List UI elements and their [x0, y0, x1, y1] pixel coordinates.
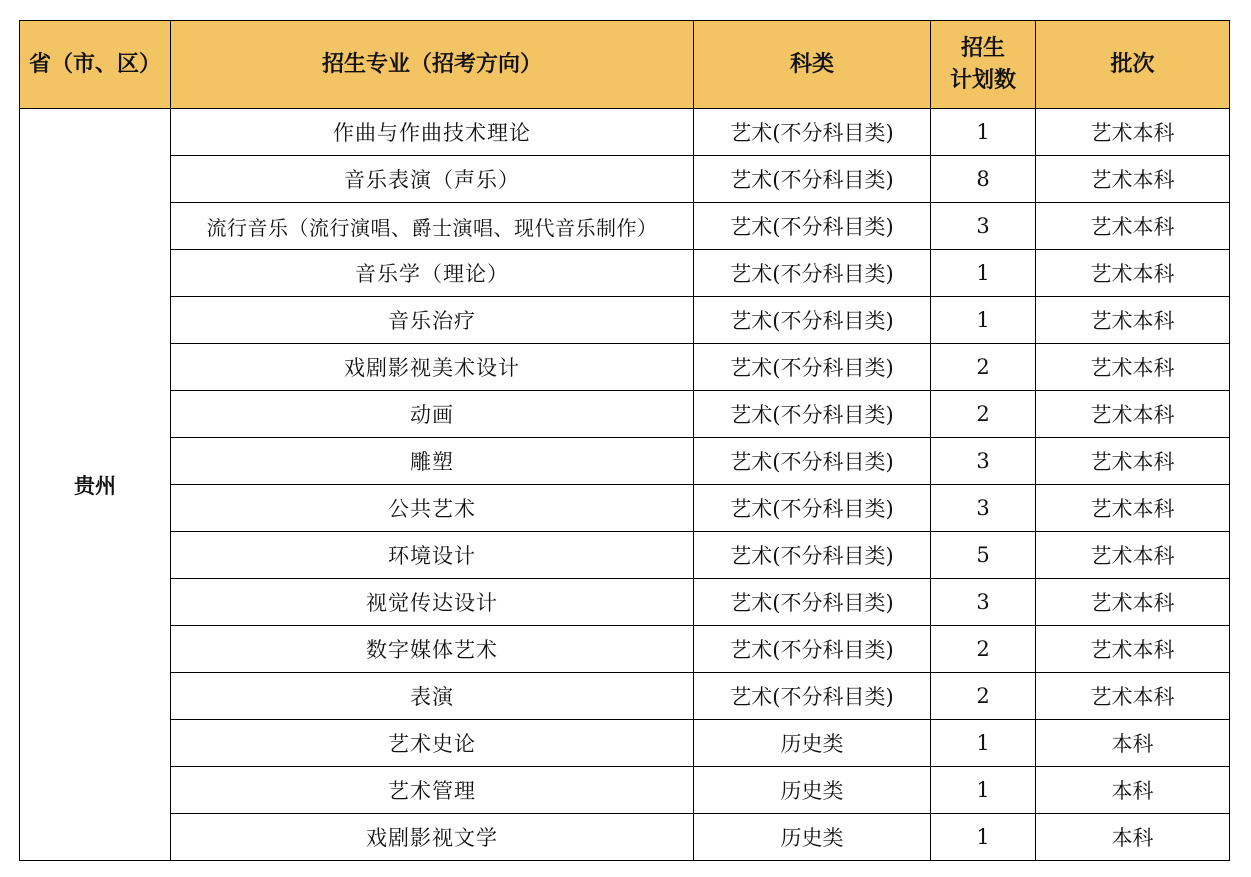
category-cell: 艺术(不分科目类) — [694, 485, 931, 532]
category-cell: 艺术(不分科目类) — [694, 579, 931, 626]
category-cell: 历史类 — [694, 814, 931, 861]
table-row — [20, 109, 1230, 156]
table-row — [20, 485, 1230, 532]
major-cell: 环境设计 — [171, 532, 694, 579]
batch-cell: 本科 — [1036, 767, 1230, 814]
enrollment-table-container — [19, 20, 1230, 861]
plan-count-cell: 2 — [931, 344, 1036, 391]
category-cell: 艺术(不分科目类) — [694, 626, 931, 673]
major-cell: 音乐治疗 — [171, 297, 694, 344]
major-cell: 音乐学（理论） — [171, 250, 694, 297]
plan-count-cell: 1 — [931, 109, 1036, 156]
major-cell: 戏剧影视美术设计 — [171, 344, 694, 391]
category-cell: 艺术(不分科目类) — [694, 109, 931, 156]
batch-cell: 艺术本科 — [1036, 156, 1230, 203]
table-row — [20, 156, 1230, 203]
major-cell: 动画 — [171, 391, 694, 438]
table-row — [20, 720, 1230, 767]
batch-cell: 艺术本科 — [1036, 109, 1230, 156]
major-cell: 视觉传达设计 — [171, 579, 694, 626]
batch-cell: 艺术本科 — [1036, 297, 1230, 344]
plan-count-cell: 3 — [931, 438, 1036, 485]
header-major: 招生专业（招考方向） — [171, 21, 694, 109]
plan-count-cell: 1 — [931, 814, 1036, 861]
major-cell: 表演 — [171, 673, 694, 720]
table-row — [20, 626, 1230, 673]
header-category: 科类 — [694, 21, 931, 109]
plan-count-cell: 2 — [931, 626, 1036, 673]
category-cell: 艺术(不分科目类) — [694, 250, 931, 297]
batch-cell: 本科 — [1036, 720, 1230, 767]
category-cell: 艺术(不分科目类) — [694, 203, 931, 250]
header-plan-line1: 招生 — [960, 35, 1005, 61]
category-cell: 艺术(不分科目类) — [694, 391, 931, 438]
plan-count-cell: 1 — [931, 720, 1036, 767]
batch-cell: 艺术本科 — [1036, 532, 1230, 579]
plan-count-cell: 1 — [931, 767, 1036, 814]
batch-cell: 艺术本科 — [1036, 391, 1230, 438]
header-plan-count — [931, 21, 1036, 109]
plan-count-cell: 5 — [931, 532, 1036, 579]
table-row — [20, 673, 1230, 720]
batch-cell: 艺术本科 — [1036, 485, 1230, 532]
category-cell: 艺术(不分科目类) — [694, 673, 931, 720]
plan-count-cell: 3 — [931, 203, 1036, 250]
header-batch: 批次 — [1036, 21, 1230, 109]
major-cell: 艺术史论 — [171, 720, 694, 767]
plan-count-cell: 1 — [931, 297, 1036, 344]
province-cell: 贵州 — [20, 109, 171, 861]
major-cell: 艺术管理 — [171, 767, 694, 814]
table-row — [20, 767, 1230, 814]
plan-count-cell: 3 — [931, 485, 1036, 532]
major-cell: 公共艺术 — [171, 485, 694, 532]
category-cell: 艺术(不分科目类) — [694, 344, 931, 391]
table-row — [20, 532, 1230, 579]
major-cell: 戏剧影视文学 — [171, 814, 694, 861]
batch-cell: 艺术本科 — [1036, 344, 1230, 391]
table-row — [20, 579, 1230, 626]
batch-cell: 艺术本科 — [1036, 626, 1230, 673]
batch-cell: 本科 — [1036, 814, 1230, 861]
plan-count-cell: 2 — [931, 391, 1036, 438]
table-row — [20, 391, 1230, 438]
plan-count-cell: 1 — [931, 250, 1036, 297]
enrollment-plan-table — [19, 20, 1230, 861]
category-cell: 艺术(不分科目类) — [694, 532, 931, 579]
table-row — [20, 250, 1230, 297]
major-cell: 流行音乐（流行演唱、爵士演唱、现代音乐制作） — [171, 203, 694, 250]
header-plan-line2: 计划数 — [949, 67, 1016, 93]
major-cell: 雕塑 — [171, 438, 694, 485]
plan-count-cell: 3 — [931, 579, 1036, 626]
category-cell: 历史类 — [694, 767, 931, 814]
table-row — [20, 344, 1230, 391]
table-row — [20, 297, 1230, 344]
batch-cell: 艺术本科 — [1036, 579, 1230, 626]
table-header-row — [20, 21, 1230, 109]
category-cell: 艺术(不分科目类) — [694, 438, 931, 485]
batch-cell: 艺术本科 — [1036, 203, 1230, 250]
table-body — [20, 109, 1230, 861]
table-row — [20, 438, 1230, 485]
table-row — [20, 203, 1230, 250]
plan-count-cell: 8 — [931, 156, 1036, 203]
header-province: 省（市、区） — [20, 21, 171, 109]
major-cell: 音乐表演（声乐） — [171, 156, 694, 203]
major-cell: 作曲与作曲技术理论 — [171, 109, 694, 156]
category-cell: 艺术(不分科目类) — [694, 156, 931, 203]
category-cell: 艺术(不分科目类) — [694, 297, 931, 344]
batch-cell: 艺术本科 — [1036, 673, 1230, 720]
batch-cell: 艺术本科 — [1036, 438, 1230, 485]
table-row — [20, 814, 1230, 861]
plan-count-cell: 2 — [931, 673, 1036, 720]
major-cell: 数字媒体艺术 — [171, 626, 694, 673]
batch-cell: 艺术本科 — [1036, 250, 1230, 297]
category-cell: 历史类 — [694, 720, 931, 767]
